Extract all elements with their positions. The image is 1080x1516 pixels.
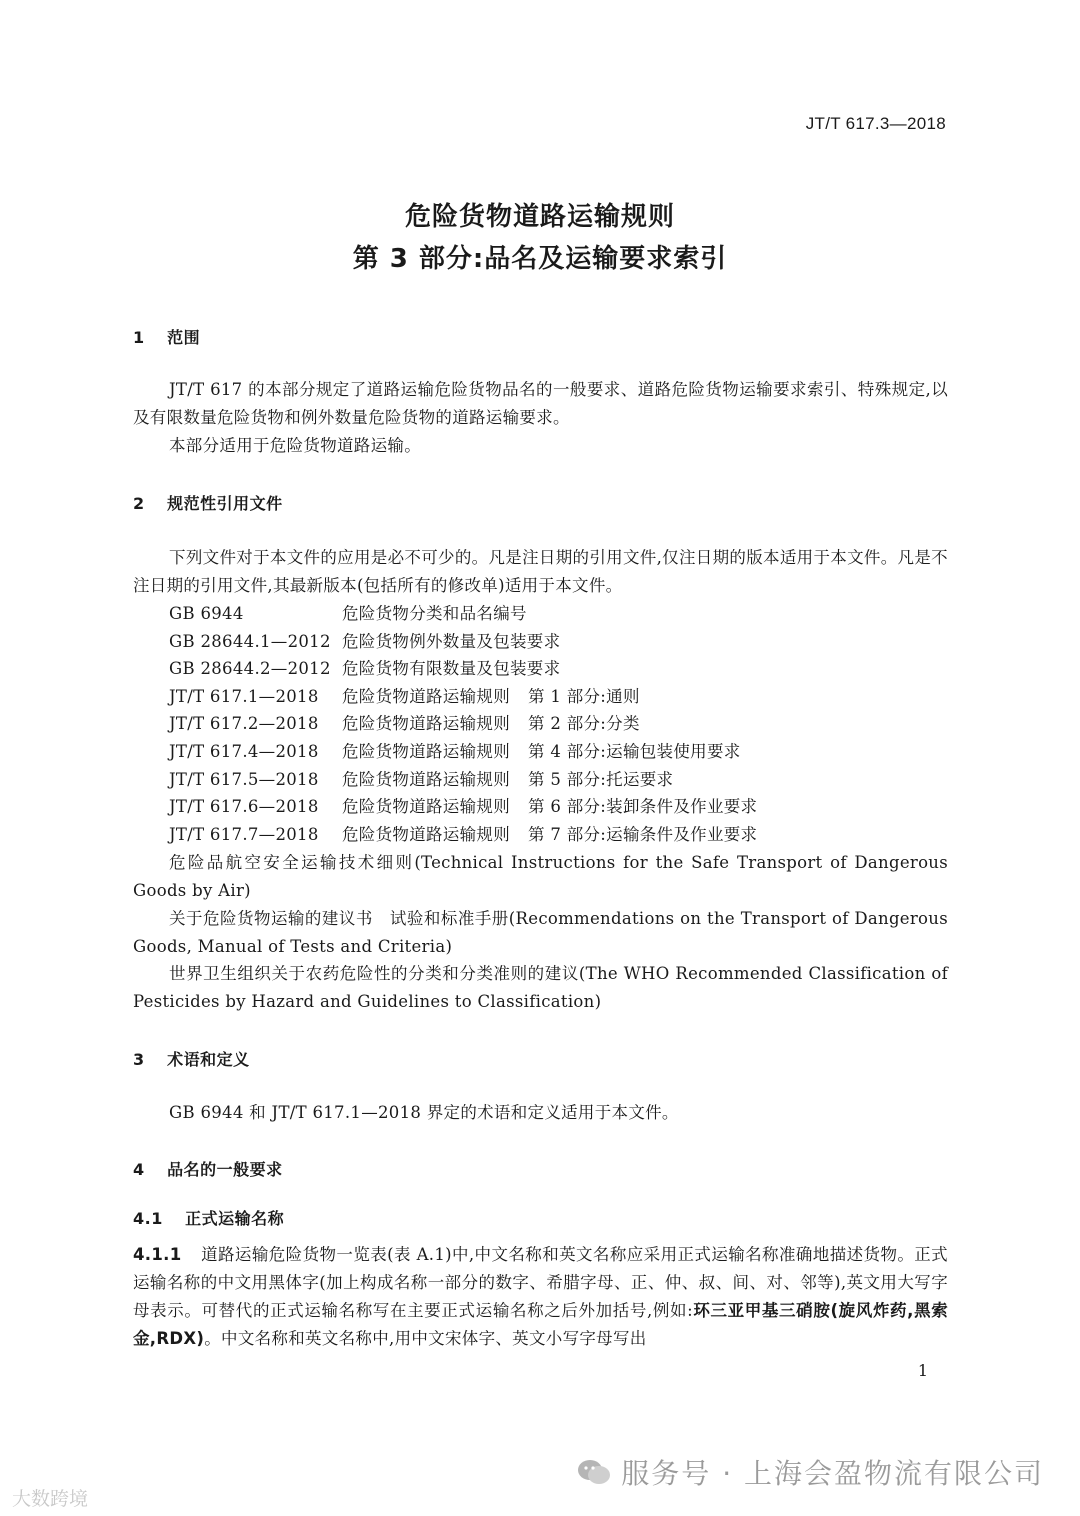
reference-item — [169, 628, 757, 656]
section-number: 1 — [133, 328, 145, 347]
reference-item — [169, 655, 757, 683]
reference-title: 危险货物例外数量及包装要求 — [342, 631, 561, 651]
reference-item — [169, 766, 757, 794]
reference-title: 危险货物道路运输规则 — [342, 686, 510, 706]
reference-part: 第 7 部分:运输条件及作业要求 — [528, 824, 758, 844]
reference-extra-un: 关于危险货物运输的建议书 试验和标准手册(Recommendations on the Transport of Dangerous Goods, Manual of Tests and Criteria) — [133, 909, 948, 956]
section-title: 品名的一般要求 — [167, 1160, 283, 1179]
reference-list — [169, 600, 757, 848]
chat-bubble-icon — [577, 1458, 611, 1486]
reference-item — [169, 683, 757, 711]
reference-part: 第 1 部分:通则 — [528, 686, 640, 706]
reference-code: JT/T 617.1—2018 — [169, 686, 319, 706]
reference-code: GB 6944 — [169, 604, 244, 623]
reference-code: JT/T 617.7—2018 — [169, 824, 319, 844]
reference-title: 危险货物有限数量及包装要求 — [342, 659, 561, 679]
reference-item — [169, 793, 757, 821]
reference-part: 第 5 部分:托运要求 — [528, 769, 674, 789]
clause-bold-example: 环三亚甲基三硝胺(旋风炸药,黑索金,RDX) — [133, 1301, 949, 1348]
watermark-right-text: 服务号 · 上海会盈物流有限公司 — [621, 1457, 1044, 1490]
reference-part: 第 4 部分:运输包装使用要求 — [528, 741, 741, 761]
page-number: 1 — [917, 1361, 928, 1380]
subsection-number: 4.1 — [133, 1209, 163, 1228]
reference-title: 危险货物道路运输规则 — [342, 714, 510, 734]
section-title: 术语和定义 — [167, 1050, 250, 1069]
subsection-4-1-heading — [133, 1206, 284, 1229]
reference-title: 危险货物道路运输规则 — [342, 741, 510, 761]
clause-text: 道路运输危险货物一览表(表 A.1)中,中文名称和英文名称应采用正式运输名称准确地描述货物。正式运输名称的中文用黑体字(加上构成名称一部分的数字、希腊字母、正、仲、叔、间、对、邻等),英文用大写字母表示。可替代的正式运输名称写在主要正式运输名称之后外加括号,例如: — [133, 1245, 948, 1320]
reference-item — [169, 738, 757, 766]
references-intro: 下列文件对于本文件的应用是必不可少的。凡是注日期的引用文件,仅注日期的版本适用于本文件。凡是不注日期的引用文件,其最新版本(包括所有的修改单)适用于本文件。 — [133, 548, 948, 595]
reference-code: GB 28644.1—2012 — [169, 631, 331, 651]
reference-title: 危险货物道路运输规则 — [342, 797, 510, 817]
document-title: 危险货物道路运输规则 — [404, 202, 675, 232]
section-number: 2 — [133, 494, 145, 513]
standard-code: JT/T 617.3—2018 — [805, 114, 946, 133]
section-3-heading — [133, 1047, 250, 1070]
reference-item — [169, 710, 757, 738]
reference-item — [169, 821, 757, 849]
clause-number: 4.1.1 — [133, 1245, 182, 1264]
reference-extra-who: 世界卫生组织关于农药危险性的分类和分类准则的建议(The WHO Recommended Classification of Pesticides by Hazard and Guidelines to Classification) — [133, 964, 948, 1011]
section-1-heading — [133, 325, 200, 348]
section-number: 3 — [133, 1050, 145, 1069]
reference-code: JT/T 617.2—2018 — [169, 714, 319, 734]
section-4-heading — [133, 1157, 283, 1180]
reference-part: 第 6 部分:装卸条件及作业要求 — [528, 797, 758, 817]
clause-text-continued: 。中文名称和英文名称中,用中文宋体字、英文小写字母写出 — [204, 1329, 647, 1348]
section-2-heading — [133, 491, 283, 514]
reference-code: JT/T 617.6—2018 — [169, 797, 319, 817]
watermark-left — [12, 1484, 88, 1511]
section-title: 范围 — [167, 328, 201, 347]
section-number: 4 — [133, 1160, 145, 1179]
scope-paragraph: JT/T 617 的本部分规定了道路运输危险货物品名的一般要求、道路危险货物运输要求索引、特殊规定,以及有限数量危险货物和例外数量危险货物的道路运输要求。 — [133, 380, 948, 427]
watermark-right — [577, 1452, 1044, 1492]
reference-title: 危险货物分类和品名编号 — [342, 604, 527, 623]
watermark-left-text: 大数跨境 — [12, 1488, 89, 1510]
reference-extra-icao: 危险品航空安全运输技术细则(Technical Instructions for the Safe Transport of Dangerous Goods by Air) — [133, 853, 948, 900]
reference-title: 危险货物道路运输规则 — [342, 824, 510, 844]
terms-paragraph: GB 6944 和 JT/T 617.1—2018 界定的术语和定义适用于本文件。 — [169, 1103, 679, 1122]
reference-code: JT/T 617.4—2018 — [169, 741, 319, 761]
reference-title: 危险货物道路运输规则 — [342, 769, 510, 789]
reference-item — [169, 600, 757, 628]
reference-part: 第 2 部分:分类 — [528, 714, 640, 734]
document-subtitle: 第 3 部分:品名及运输要求索引 — [352, 244, 728, 274]
subsection-title: 正式运输名称 — [185, 1209, 285, 1228]
scope-applicability: 本部分适用于危险货物道路运输。 — [169, 436, 421, 455]
section-title: 规范性引用文件 — [167, 494, 283, 513]
reference-code: JT/T 617.5—2018 — [169, 769, 319, 789]
reference-code: GB 28644.2—2012 — [169, 659, 331, 679]
clause-4-1-1 — [133, 1241, 948, 1353]
